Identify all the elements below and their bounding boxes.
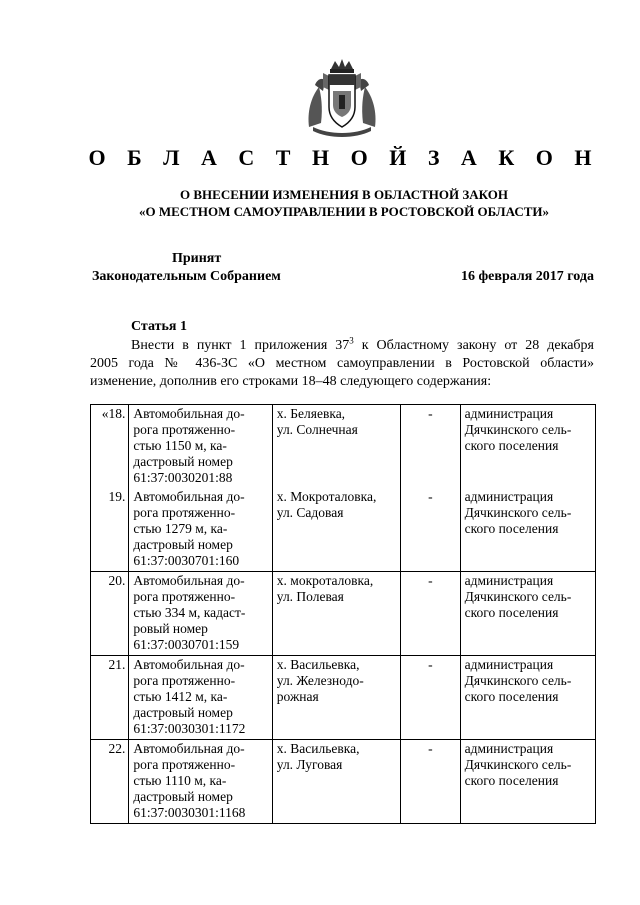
administration-line: ского поселения — [464, 521, 559, 536]
administration-line: Дячкинского сель- — [464, 673, 572, 688]
road-location-line: х. Васильевка, — [276, 741, 360, 756]
document-subtitle-line2: «О МЕСТНОМ САМОУПРАВЛЕНИИ В РОСТОВСКОЙ ОБЛАСТИ» — [139, 204, 549, 219]
roads-table-body — [91, 405, 596, 824]
road-description-line: стью 1279 м, ка- — [133, 521, 228, 536]
administration-line: ского поселения — [464, 605, 559, 620]
table-row — [91, 572, 596, 656]
road-location-line: х. Мокроталовка, — [276, 489, 377, 504]
road-description-line: рога протяженно- — [133, 422, 236, 437]
road-location-line: ул. Садовая — [276, 505, 344, 520]
dash-mark: - — [401, 488, 461, 572]
administration-line: администрация — [464, 489, 554, 504]
road-description — [129, 656, 272, 740]
road-location-line: рожная — [276, 689, 319, 704]
road-description — [129, 740, 272, 824]
adopted-label: Принят — [172, 251, 222, 266]
administration — [460, 572, 595, 656]
administration-line: ского поселения — [464, 689, 559, 704]
road-description — [129, 572, 272, 656]
road-location-line: ул. Луговая — [276, 757, 343, 772]
table-row — [91, 488, 596, 572]
article-text-line1 — [90, 337, 594, 354]
administration-line: ского поселения — [464, 438, 559, 453]
road-location — [272, 740, 400, 824]
road-location-line: ул. Железнодо- — [276, 673, 364, 688]
road-description — [129, 405, 272, 489]
administration-line: Дячкинского сель- — [464, 757, 572, 772]
road-description-line: 61:37:0030301:1172 — [133, 721, 246, 736]
row-number: 20. — [91, 572, 129, 656]
dash-mark: - — [401, 405, 461, 489]
road-location — [272, 656, 400, 740]
road-location-line: ул. Солнечная — [276, 422, 358, 437]
row-number: 21. — [91, 656, 129, 740]
row-number: 22. — [91, 740, 129, 824]
road-description-line: 61:37:0030701:160 — [133, 553, 240, 568]
road-description-line: Автомобильная до- — [133, 489, 245, 504]
administration — [460, 740, 595, 824]
table-row — [91, 740, 596, 824]
road-description-line: ровый номер — [133, 621, 208, 636]
article-text-line1-pre: Внести в пункт 1 приложения 37 — [131, 338, 350, 353]
road-location — [272, 405, 400, 489]
table-row — [91, 656, 596, 740]
adoption-date: 16 февраля 2017 года — [461, 269, 594, 284]
road-description-line: дастровый номер — [133, 454, 233, 469]
administration-line: администрация — [464, 657, 554, 672]
administration — [460, 656, 595, 740]
road-location-line: ул. Полевая — [276, 589, 344, 604]
road-description-line: дастровый номер — [133, 705, 233, 720]
road-description-line: рога протяженно- — [133, 673, 236, 688]
row-number: «18. — [91, 405, 129, 489]
coat-of-arms-emblem — [301, 57, 383, 139]
road-location-line: х. Беляевка, — [276, 406, 346, 421]
administration-line: Дячкинского сель- — [464, 422, 572, 437]
table-row — [91, 405, 596, 489]
road-description-line: стью 1150 м, ка- — [133, 438, 227, 453]
dash-mark: - — [401, 572, 461, 656]
row-number: 19. — [91, 488, 129, 572]
document-subtitle-line1: О ВНЕСЕНИИ ИЗМЕНЕНИЯ В ОБЛАСТНОЙ ЗАКОН — [180, 187, 508, 202]
road-description-line: рога протяженно- — [133, 589, 236, 604]
administration-line: администрация — [464, 573, 554, 588]
roads-table — [90, 404, 596, 824]
adopted-by-label: Законодательным Собранием — [92, 269, 281, 284]
road-description-line: 61:37:0030701:159 — [133, 637, 240, 652]
road-description — [129, 488, 272, 572]
road-description-line: Автомобильная до- — [133, 573, 245, 588]
dash-mark: - — [401, 656, 461, 740]
road-location-line: х. мокроталовка, — [276, 573, 374, 588]
road-description-line: Автомобильная до- — [133, 406, 245, 421]
administration-line: Дячкинского сель- — [464, 589, 572, 604]
road-description-line: стью 334 м, кадаст- — [133, 605, 246, 620]
article-text-superscript: 3 — [349, 335, 354, 346]
road-description-line: стью 1110 м, ка- — [133, 773, 227, 788]
road-location — [272, 488, 400, 572]
road-description-line: стью 1412 м, ка- — [133, 689, 228, 704]
article-title: Статья 1 — [131, 319, 187, 334]
road-description-line: дастровый номер — [133, 537, 233, 552]
administration-line: ского поселения — [464, 773, 559, 788]
article-text-line1-post: к Областному закону от 28 декабря — [353, 338, 594, 353]
dash-mark: - — [401, 740, 461, 824]
administration-line: администрация — [464, 406, 554, 421]
road-description-line: дастровый номер — [133, 789, 233, 804]
road-description-line: 61:37:0030301:1168 — [133, 805, 246, 820]
administration — [460, 488, 595, 572]
road-description-line: Автомобильная до- — [133, 741, 245, 756]
road-description-line: Автомобильная до- — [133, 657, 245, 672]
administration-line: Дячкинского сель- — [464, 505, 572, 520]
road-description-line: рога протяженно- — [133, 505, 236, 520]
document-type-title: О Б Л А С Т Н О Й З А К О Н — [88, 145, 600, 170]
administration — [460, 405, 595, 489]
article-text-line3: изменение, дополнив его строками 18–48 следующего содержания: — [90, 374, 492, 389]
road-description-line: 61:37:0030201:88 — [133, 470, 233, 485]
road-location — [272, 572, 400, 656]
article-text-line2: 2005 года № 436-ЗС «О местном самоуправлении в Ростовской области» — [90, 356, 594, 371]
road-location-line: х. Васильевка, — [276, 657, 360, 672]
administration-line: администрация — [464, 741, 554, 756]
road-description-line: рога протяженно- — [133, 757, 236, 772]
